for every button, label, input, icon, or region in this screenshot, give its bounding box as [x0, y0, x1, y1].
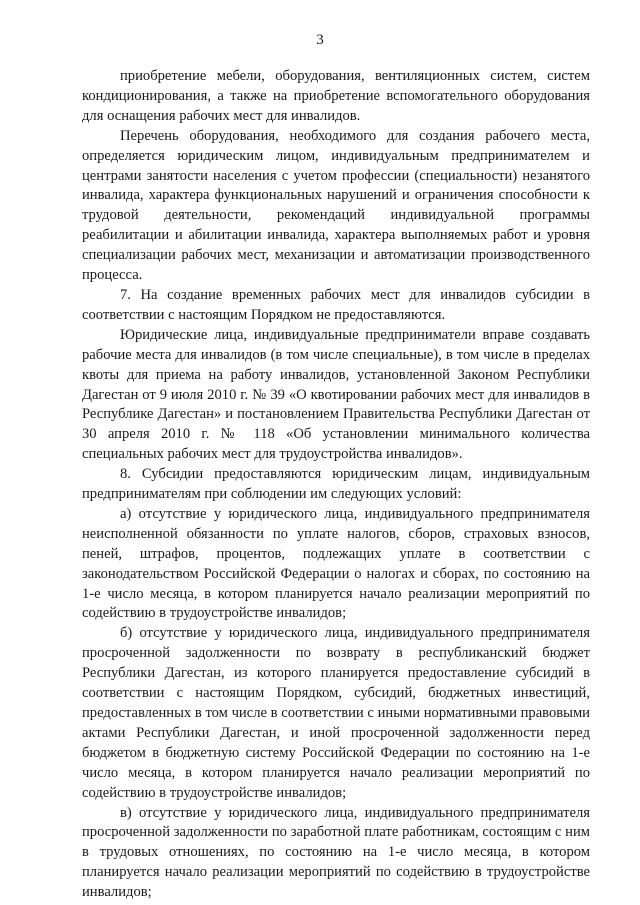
paragraph-condition-b: б) отсутствие у юридического лица, индивидуального предпринимателя просроченной задолженности по возврату в республиканский бюджет Республики Дагестан, из которого планируется предоставление субсидий в соответствии с настоящим Порядком, субсидий, бюджетных инвестиций, предоставленных в том числе в соответствии с иными нормативными правовыми актами Республики Дагестан, и иной просроченной задолженности перед бюджетом в бюджетную систему Российской Федерации по состоянию на 1-е число месяца, в котором планируется начало реализации мероприятий по содействию в трудоустройстве инвалидов;	[82, 625, 590, 801]
paragraph-item-7: 7. На создание временных рабочих мест для инвалидов субсидии в соответствии с настоящим Порядком не предоставляются.	[82, 286, 590, 323]
paragraph-condition-v: в) отсутствие у юридического лица, индивидуального предпринимателя просроченной задолженности по заработной плате работникам, состоящим с ним в трудовых отношениях, по состоянию на 1-е число месяца, в котором планируется начало реализации мероприятий по содействию в трудоустройстве инвалидов;	[82, 804, 590, 901]
paragraph-condition-a: а) отсутствие у юридического лица, индивидуального предпринимателя неисполненной обязанности по уплате налогов, сборов, страховых взносов, пеней, штрафов, процентов, подлежащих уплате в соответствии с законодательством Российской Федерации о налогах и сборах, по состоянию на 1-е число месяца, в котором планируется начало реализации мероприятий по содействию в трудоустройстве инвалидов;	[82, 505, 590, 622]
paragraph-legal-entities: Юридические лица, индивидуальные предприниматели вправе создавать рабочие места для инвалидов (в том числе специальные), в том числе в пределах квоты для приема на работу инвалидов, установленной Законом Республики Дагестан от 9 июля 2010 г. № 39 «О квотировании рабочих мест для инвалидов в Республике Дагестан» и постановлением Правительства Республики Дагестан от 30 апреля 2010 г. № 118 «Об установлении минимального количества специальных рабочих мест для трудоустройства инвалидов».	[82, 326, 590, 463]
page-number: 3	[316, 32, 324, 48]
paragraph-equipment-list: Перечень оборудования, необходимого для создания рабочего места, определяется юридическим лицом, индивидуальным предпринимателем и центрами занятости населения с учетом профессии (специальности) незанятого инвалида, характера функциональных нарушений и ограничения способности к трудовой деятельности, рекомендаций индивидуальной программы реабилитации и абилитации инвалида, характера выполняемых работ и уровня специализации рабочих мест, механизации и автоматизации производственного процесса.	[82, 127, 590, 284]
paragraph-item-8: 8. Субсидии предоставляются юридическим лицам, индивидуальным предпринимателям при соблюдении им следующих условий:	[82, 466, 590, 503]
document-body	[82, 67, 590, 903]
paragraph-equipment-purchase: приобретение мебели, оборудования, вентиляционных систем, систем кондиционирования, а также на приобретение вспомогательного оборудования для оснащения рабочих мест для инвалидов.	[82, 68, 590, 124]
